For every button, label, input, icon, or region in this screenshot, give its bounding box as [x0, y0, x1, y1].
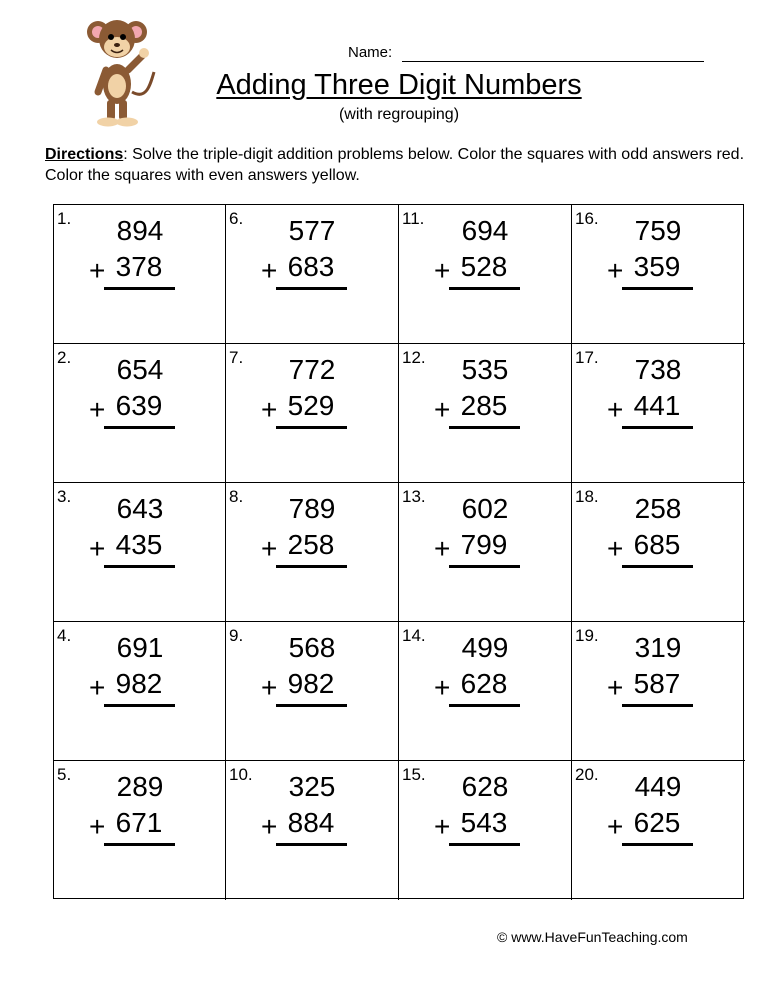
- addend-top: 449: [634, 771, 682, 802]
- addend-bottom: 683: [287, 251, 335, 282]
- problem-cell[interactable]: [572, 483, 745, 622]
- addend-top: 325: [288, 771, 336, 802]
- addend-bottom: 359: [633, 251, 681, 282]
- problem-number: 1.: [57, 209, 72, 228]
- problem-number: 6.: [229, 209, 244, 228]
- problem-number: 16.: [575, 209, 599, 228]
- plus-sign: +: [261, 255, 278, 286]
- addend-bottom: 685: [633, 529, 681, 560]
- addend-top: 772: [288, 354, 336, 385]
- problem-number: 8.: [229, 487, 244, 506]
- plus-sign: +: [607, 811, 624, 842]
- addend-bottom: 528: [460, 251, 508, 282]
- problem-number: 17.: [575, 348, 599, 367]
- plus-sign: +: [261, 811, 278, 842]
- problem-number: 7.: [229, 348, 244, 367]
- problem-number: 9.: [229, 626, 244, 645]
- answer-line: [622, 704, 693, 707]
- addend-bottom: 982: [115, 668, 163, 699]
- plus-sign: +: [89, 255, 106, 286]
- addend-bottom: 982: [287, 668, 335, 699]
- problem-number: 4.: [57, 626, 72, 645]
- addend-top: 319: [634, 632, 682, 663]
- answer-line: [104, 287, 175, 290]
- name-input-line[interactable]: [402, 61, 704, 62]
- problem-number: 11.: [402, 209, 425, 228]
- problem-number: 13.: [402, 487, 426, 506]
- problem-number: 3.: [57, 487, 72, 506]
- answer-line: [276, 426, 347, 429]
- addend-top: 643: [116, 493, 164, 524]
- problem-cell[interactable]: [226, 344, 399, 483]
- plus-sign: +: [434, 672, 451, 703]
- plus-sign: +: [607, 672, 624, 703]
- problem-number: 18.: [575, 487, 599, 506]
- problem-number: 14.: [402, 626, 426, 645]
- addend-top: 738: [634, 354, 682, 385]
- answer-line: [104, 565, 175, 568]
- answer-line: [622, 287, 693, 290]
- plus-sign: +: [89, 394, 106, 425]
- answer-line: [622, 426, 693, 429]
- copyright-footer: © www.HaveFunTeaching.com: [497, 929, 688, 945]
- addend-top: 535: [461, 354, 509, 385]
- addend-top: 602: [461, 493, 509, 524]
- addend-bottom: 799: [460, 529, 508, 560]
- problem-cell[interactable]: [572, 205, 745, 344]
- answer-line: [622, 843, 693, 846]
- addend-bottom: 441: [633, 390, 681, 421]
- answer-line: [276, 704, 347, 707]
- problem-cell[interactable]: [54, 205, 226, 344]
- problem-cell[interactable]: [399, 205, 572, 344]
- problem-cell[interactable]: [572, 622, 745, 761]
- addend-bottom: 258: [287, 529, 335, 560]
- plus-sign: +: [434, 394, 451, 425]
- problem-number: 20.: [575, 765, 599, 784]
- problem-cell[interactable]: [54, 761, 226, 900]
- plus-sign: +: [89, 811, 106, 842]
- addend-top: 577: [288, 215, 336, 246]
- problem-cell[interactable]: [399, 622, 572, 761]
- problem-cell[interactable]: [226, 205, 399, 344]
- plus-sign: +: [261, 672, 278, 703]
- problem-cell[interactable]: [399, 761, 572, 900]
- addend-bottom: 285: [460, 390, 508, 421]
- plus-sign: +: [89, 672, 106, 703]
- problem-cell[interactable]: [226, 483, 399, 622]
- addend-bottom: 671: [115, 807, 163, 838]
- answer-line: [104, 426, 175, 429]
- plus-sign: +: [607, 533, 624, 564]
- plus-sign: +: [434, 811, 451, 842]
- plus-sign: +: [89, 533, 106, 564]
- addend-bottom: 884: [287, 807, 335, 838]
- problem-cell[interactable]: [226, 622, 399, 761]
- problem-number: 15.: [402, 765, 426, 784]
- problem-cell[interactable]: [399, 483, 572, 622]
- addend-top: 789: [288, 493, 336, 524]
- addend-top: 694: [461, 215, 509, 246]
- plus-sign: +: [434, 255, 451, 286]
- addend-bottom: 543: [460, 807, 508, 838]
- problem-cell[interactable]: [399, 344, 572, 483]
- problem-cell[interactable]: [54, 622, 226, 761]
- worksheet-subtitle: (with regrouping): [338, 106, 460, 123]
- addend-top: 628: [461, 771, 509, 802]
- directions-label: Directions: [45, 146, 124, 163]
- plus-sign: +: [261, 533, 278, 564]
- addend-bottom: 529: [287, 390, 335, 421]
- addend-top: 568: [288, 632, 336, 663]
- directions-text: : Solve the triple-digit addition problems below. Color the squares with odd answers red. Color the squares with even answers yellow.: [45, 146, 745, 184]
- directions: [45, 144, 745, 186]
- addend-top: 289: [116, 771, 164, 802]
- answer-line: [622, 565, 693, 568]
- plus-sign: +: [607, 394, 624, 425]
- answer-line: [449, 565, 520, 568]
- answer-line: [104, 704, 175, 707]
- answer-line: [449, 704, 520, 707]
- addend-top: 759: [634, 215, 682, 246]
- problem-number: 5.: [57, 765, 72, 784]
- addend-top: 258: [634, 493, 682, 524]
- problem-grid: [53, 204, 744, 899]
- answer-line: [276, 565, 347, 568]
- plus-sign: +: [434, 533, 451, 564]
- answer-line: [104, 843, 175, 846]
- addend-top: 499: [461, 632, 509, 663]
- answer-line: [276, 843, 347, 846]
- worksheet-title: Adding Three Digit Numbers: [216, 69, 582, 101]
- answer-line: [276, 287, 347, 290]
- problem-cell[interactable]: [54, 344, 226, 483]
- plus-sign: +: [261, 394, 278, 425]
- problem-cell[interactable]: [226, 761, 399, 900]
- problem-number: 10.: [229, 765, 253, 784]
- problem-cell[interactable]: [572, 761, 745, 900]
- addend-bottom: 587: [633, 668, 681, 699]
- addend-top: 691: [116, 632, 164, 663]
- name-label: Name:: [348, 44, 393, 61]
- addend-bottom: 625: [633, 807, 681, 838]
- answer-line: [449, 843, 520, 846]
- addend-top: 894: [116, 215, 164, 246]
- problem-number: 2.: [57, 348, 72, 367]
- problem-number: 12.: [402, 348, 426, 367]
- plus-sign: +: [607, 255, 624, 286]
- addend-bottom: 639: [115, 390, 163, 421]
- answer-line: [449, 287, 520, 290]
- addend-bottom: 435: [115, 529, 163, 560]
- addend-bottom: 628: [460, 668, 508, 699]
- addend-top: 654: [116, 354, 164, 385]
- problem-cell[interactable]: [572, 344, 745, 483]
- problem-cell[interactable]: [54, 483, 226, 622]
- addend-bottom: 378: [115, 251, 163, 282]
- answer-line: [449, 426, 520, 429]
- problem-number: 19.: [575, 626, 599, 645]
